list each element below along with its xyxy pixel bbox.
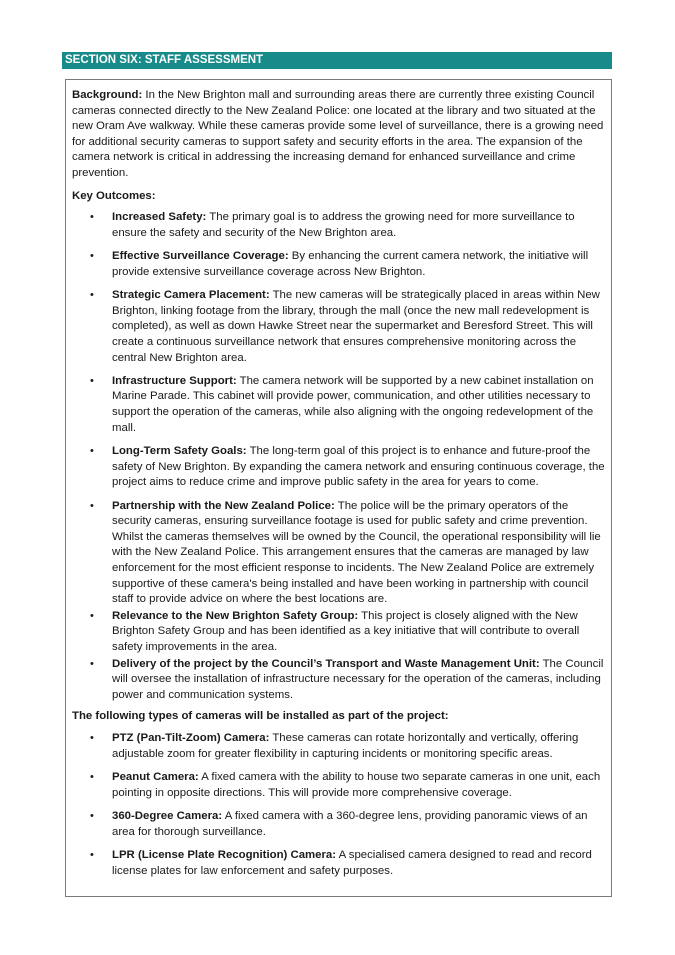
list-item <box>72 444 605 491</box>
background-paragraph <box>72 88 605 182</box>
list-item <box>72 609 605 656</box>
list-item <box>72 288 605 366</box>
item-text: The police will be the primary operators of the security cameras, ensuring surveillance footage is used for public safety and crime prevention. Whilst the cameras themselves will be owned by the Council, the operational responsibility will lie with the New Zealand Police. This arrangement ensures that the cameras are managed by law enforcement for the most efficient response to incidents. The New Zealand Police are extremely supportive of these camera's being installed and have been working in partnership with council staff to provide advice on where the best locations are. <box>112 499 601 606</box>
list-item <box>72 848 605 879</box>
item-term: LPR (License Plate Recognition) Camera: <box>112 848 337 861</box>
item-term: 360-Degree Camera: <box>112 809 223 822</box>
item-term: Partnership with the New Zealand Police: <box>112 499 335 512</box>
bullet-icon: • <box>90 609 94 622</box>
item-term: Delivery of the project by the Council’s Transport and Waste Management Unit: <box>112 657 540 670</box>
bullet-icon: • <box>90 809 94 822</box>
bullet-icon: • <box>90 289 94 302</box>
item-text: The primary goal is to address the growing need for more surveillance to ensure the safety and security of the New Brighton area. <box>112 211 575 239</box>
item-text: By enhancing the current camera network, the initiative will provide extensive surveillance coverage across New Brighton. <box>112 250 589 278</box>
item-text: A fixed camera with the ability to house two separate cameras in one unit, each pointing in opposite directions. This will provide more comprehensive coverage. <box>112 770 601 799</box>
bullet-icon: • <box>90 731 94 744</box>
item-term: Increased Safety: <box>112 211 207 224</box>
list-item <box>72 731 605 762</box>
bullet-icon: • <box>90 499 94 512</box>
section-title: SECTION SIX: STAFF ASSESSMENT <box>62 52 612 69</box>
key-outcomes-list <box>72 210 605 703</box>
item-text: A fixed camera with a 360-degree lens, providing panoramic views of an area for thorough surveillance. <box>112 809 588 838</box>
item-text: This project is closely aligned with the New Brighton Safety Group and has been identified as a key initiative that will contribute to overall safety improvements in the area. <box>112 609 580 653</box>
list-item <box>72 657 605 704</box>
list-item <box>72 499 605 608</box>
item-term: Strategic Camera Placement: <box>112 289 270 302</box>
item-term: Peanut Camera: <box>112 770 199 783</box>
list-item <box>72 809 605 840</box>
staff-assessment-box <box>65 79 612 897</box>
item-text: The camera network will be supported by a new cabinet installation on Marine Parade. This cabinet will provide power, communication, and other utilities necessary to support the operation of the cameras, while also aligning with the ongoing redevelopment of the mall. <box>112 374 594 434</box>
background-label: Background: <box>72 89 143 101</box>
list-item <box>72 210 605 241</box>
item-term: Long-Term Safety Goals: <box>112 445 247 458</box>
list-item <box>72 770 605 801</box>
key-outcomes-heading: Key Outcomes: <box>72 189 156 202</box>
item-text: A specialised camera designed to read and record license plates for law enforcement and safety purposes. <box>112 848 592 877</box>
bullet-icon: • <box>90 374 94 387</box>
item-term: Infrastructure Support: <box>112 374 237 387</box>
item-term: Relevance to the New Brighton Safety Group: <box>112 609 359 622</box>
bullet-icon: • <box>90 211 94 224</box>
list-item <box>72 374 605 436</box>
list-item <box>72 249 605 280</box>
camera-types-heading: The following types of cameras will be installed as part of the project: <box>72 710 449 723</box>
bullet-icon: • <box>90 657 94 670</box>
item-text: The new cameras will be strategically placed in areas within New Brighton, linking footage from the library, through the mall (once the new mall redevelopment is completed), as well as down Hawke Street near the supermarket and Beresford Street. This will create a continuous surveillance network that ensures comprehensive monitoring across the central New Brighton area. <box>112 289 600 364</box>
item-text: These cameras can rotate horizontally and vertically, offering adjustable zoom for greater flexibility in capturing incidents or monitoring specific areas. <box>112 731 579 760</box>
item-text: The Council will oversee the installation of infrastructure necessary for the operation of the cameras, including power and communication systems. <box>112 657 604 701</box>
bullet-icon: • <box>90 770 94 783</box>
bullet-icon: • <box>90 445 94 458</box>
background-text: In the New Brighton mall and surrounding areas there are currently three existing Council cameras connected directly to the New Zealand Police: one located at the library and two situated at the new Oram Ave walkway. While these cameras provide some level of surveillance, there is a growing need for additional security cameras to support safety and security efforts in the area. The expansion of the camera network is critical in addressing the increasing demand for enhanced surveillance and crime prevention. <box>72 89 604 179</box>
bullet-icon: • <box>90 250 94 263</box>
item-term: Effective Surveillance Coverage: <box>112 250 289 263</box>
bullet-icon: • <box>90 848 94 861</box>
item-text: The long-term goal of this project is to enhance and future-proof the safety of New Brighton. By expanding the camera network and ensuring continuous coverage, the project aims to reduce crime and improve public safety in the area for years to come. <box>112 445 605 489</box>
camera-types-list <box>72 731 605 879</box>
item-term: PTZ (Pan-Tilt-Zoom) Camera: <box>112 731 270 744</box>
